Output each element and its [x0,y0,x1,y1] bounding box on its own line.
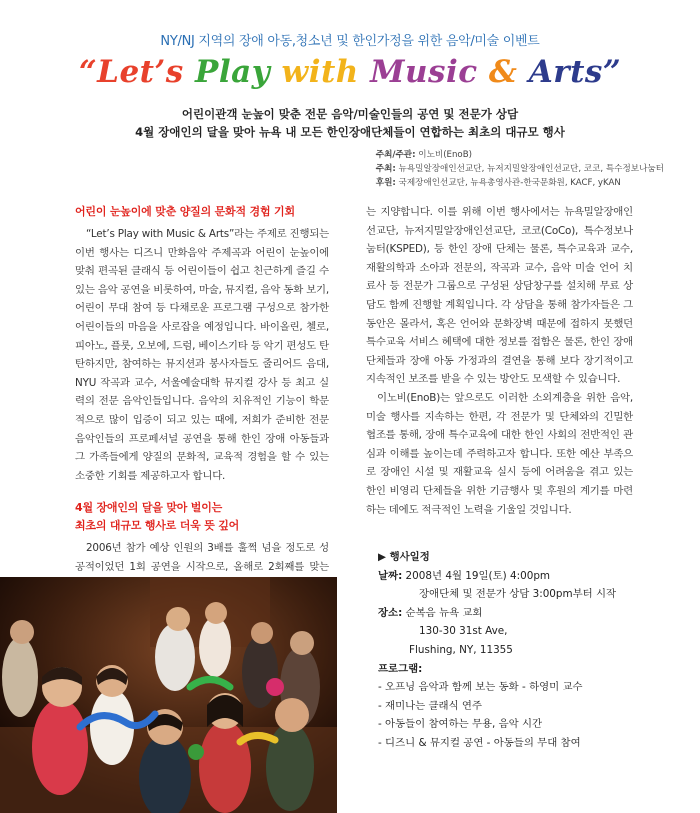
title-part: Arts” [528,54,622,90]
schedule-address-2: Flushing, NY, 11355 [409,643,513,656]
credit-sponsor-label: 후원: [375,178,396,188]
schedule-address-1: 130-30 31st Ave, [419,625,508,638]
credit-host-label: 주최: [375,164,396,174]
credit-organizer-label: 주최/주관: [375,150,416,160]
schedule-heading: ▶ 행사일정 [378,551,430,563]
credit-organizer-value: 이노비(EnoB) [418,150,472,160]
credit-sponsor [376,176,664,190]
schedule-date-sub: 장애단체 및 전문가 상담 3:00pm부터 시작 [419,588,617,601]
section-heading-2-line-1: 4월 장애인의 달을 맞아 벌이는 [75,501,223,515]
title-part: “Let’s [78,54,196,90]
program-item: - 아동들이 참여하는 무용, 음악 시간 [378,718,543,731]
date-label: 날짜: [378,569,403,582]
schedule-place [378,604,678,623]
program-label: 프로그램: [378,662,423,675]
title-part: & [488,54,529,90]
right-column [366,203,633,519]
subtitle-line-2: 4월 장애인의 달을 맞아 뉴욕 내 모든 한인장애단체들이 연합하는 최초의 대규모 행사 [135,125,565,139]
credit-sponsor-value: 국제장애인선교단, 뉴욕총영사관-한국문화원, KACF, yKAN [398,178,621,188]
right-paragraph-1: 는 지양합니다. 이를 위해 이번 행사에서는 뉴욕밀알장애인선교단, 뉴저지밀알장애인선교단, 코코(CoCo), 특수정보나눔터(KSPED), 등 한인 장애 단체는 물론, 특수교육과 교수, 재활의학과 소아과 전문의, 작곡과 교수, 음악 미술 언어 치료사 등 전문가 그룹으로 구성된 상담창구를 설치해 무료 상담도 함께 진행할 계획입니다. 각 상담을 통해 참가자들은 그 동안은 몰라서, 혹은 언어와 문화장벽 때문에 접하지 못했던 특수교육 서비스 혜택에 대한 정보를 접함은 물론, 한인 장애 단체들과 장애 아동 가정과의 결연을 통해 보다 장기적이고 지속적인 보조를 받을 수 있는 방안도 모색할 수 있습니다. [366,206,633,386]
program-item: - 재미나는 클래식 연주 [378,699,482,712]
section-heading-1: 어린이 눈높이에 맞춘 양질의 문화적 경험 기회 [75,205,295,218]
schedule-date [378,567,678,586]
event-kicker: NY/NJ 지역의 장애 아동,청소년 및 한인가정을 위한 음악/미술 이벤트 [160,34,540,49]
event-photo [0,577,337,813]
left-paragraph-1: “Let’s Play with Music & Arts”라는 주제로 진행되는 이번 행사는 디즈니 만화음악 주제곡과 어린이 눈높이에 맞춰 편곡된 클래식 등 어린이들이 쉽고 친근하게 즐길 수 있는 음악 공연을 비롯하여, 마술, 뮤지컬, 음악 동화 보기, 어린이 무대 참여 등 다채로운 프로그램 구성으로 참가한 어린이들의 마음을 사로잡을 예정입니다. 바이올린, 첼로, 피아노, 플룻, 오보에, 드럼, 베이스기타 등 악기 편성도 탄탄하지만, 참여하는 뮤지션과 봉사자들도 줄리어드 음대, NYU 작곡과 교수, 서울예술대학 뮤지컬 강사 등 최고 실력의 전문 음악인들입니다. 음악의 치유적인 기능이 학문적으로 많이 입증이 되고 있는 때에, 저희가 준비한 전문 음악인들의 프로페셔널 공연을 통해 한인 장애 아동들과 그 가족들에게 양질의 문화적, 교육적 경험을 할 수 있는 소중한 기회를 제공하고자 합니다. [75,228,329,482]
event-title [0,54,700,90]
date-value: 2008년 4월 19일(토) 4:00pm [405,569,551,582]
credit-host [376,162,664,176]
left-paragraph-2: 2006년 참가 예상 인원의 3배를 훌쩍 넘을 정도로 성공적이었던 1회 공연을 시작으로, 올해로 2회째를 맞는 [75,542,329,573]
left-column [75,203,329,595]
section-heading-2-line-2: 최초의 대규모 행사로 더욱 뜻 깊어 [75,519,240,533]
children-playing-photo [0,577,337,813]
place-value: 순복음 뉴욕 교회 [405,606,483,619]
program-item: - 오프닝 음악과 함께 보는 동화 - 하영미 교수 [378,681,583,694]
program-list [378,678,678,752]
title-part: Music [370,54,489,90]
event-subtitle [0,105,700,141]
credit-organizer [376,148,664,162]
place-label: 장소: [378,606,403,619]
title-part: with [281,54,371,90]
right-paragraph-2: 이노비(EnoB)는 앞으로도 이러한 소외계층을 위한 음악, 미술 행사를 지속하는 한편, 각 전문가 및 단체와의 긴밀한 협조를 통해, 장애 특수교육에 대한 한인 사회의 전반적인 관심과 이해를 높이는데 주력하고자 합니다. 또한 예산 부족으로 장애인 시설 및 재활교육 실시 등에 어려움을 겪고 있는 한인 비영리 단체들을 위한 기금행사 및 후원의 계기를 마련하는 데에도 적극적인 노력을 기울일 것입니다. [366,391,633,516]
subtitle-line-1: 어린이관객 눈높이 맞춘 전문 음악/미술인들의 공연 및 전문가 상담 [181,107,519,121]
program-item: - 디즈니 & 뮤지컬 공연 - 아동들의 무대 참여 [378,736,581,749]
credits-block [376,148,664,190]
event-schedule [378,548,678,753]
credit-host-value: 뉴욕밀알장애인선교단, 뉴저지밀알장애인선교단, 코코, 특수정보나눔터 [398,164,664,174]
title-part: Play [195,54,282,90]
